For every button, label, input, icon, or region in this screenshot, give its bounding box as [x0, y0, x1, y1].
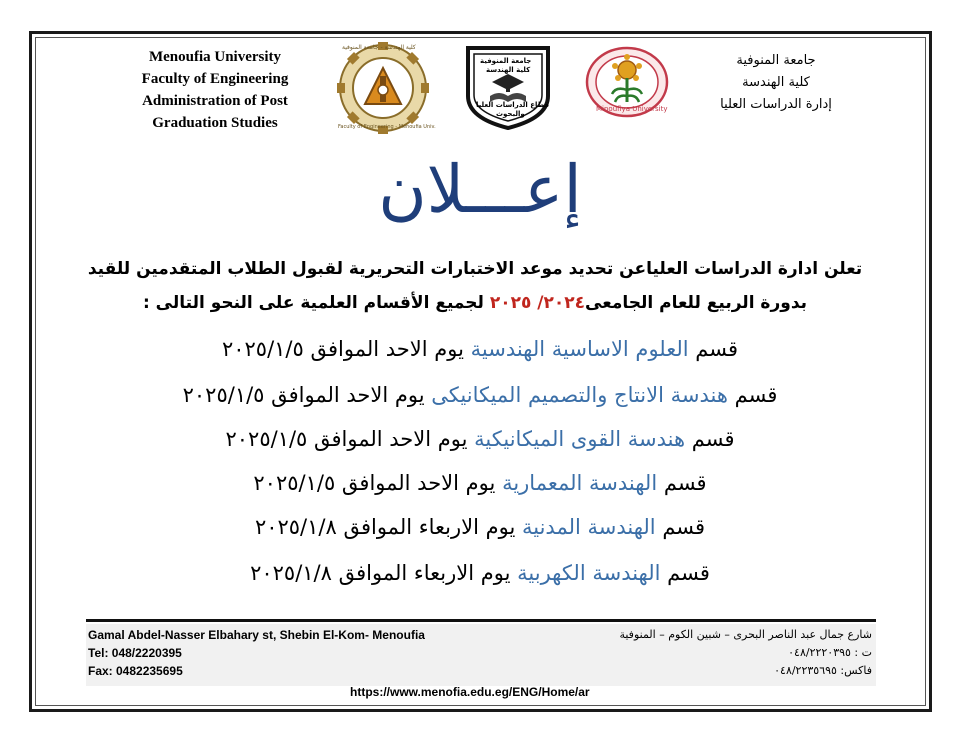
department-name: الهندسة الكهربية: [517, 561, 661, 585]
department-name: الهندسة المعمارية: [502, 471, 658, 495]
administration-name-ar: إدارة الدراسات العليا: [720, 97, 832, 112]
department-line: [90, 334, 870, 364]
fax-ar: فاكس: ٠٤٨/٢٢٣٥٦٩٥: [774, 664, 872, 677]
department-prefix: قسم: [691, 427, 735, 451]
department-line: [90, 380, 870, 410]
academic-year: ٢٠٢٤/ ٢٠٢٥: [489, 293, 586, 313]
footer: [86, 624, 876, 686]
english-header: [120, 46, 310, 134]
engineering-faculty-logo: [330, 42, 436, 134]
department-prefix: قسم: [695, 337, 739, 361]
department-name: هندسة القوى الميكانيكية: [474, 427, 686, 451]
faculty-name-ar: كلية الهندسة: [742, 75, 810, 90]
university-name-ar: جامعة المنوفية: [736, 53, 816, 68]
department-schedule: يوم الاربعاء الموافق ٢٠٢٥/١/٨: [254, 515, 516, 539]
department-prefix: قسم: [734, 383, 778, 407]
menoufia-university-logo: [582, 44, 672, 124]
fax-en: Fax: 0482235695: [88, 664, 183, 678]
department-prefix: قسم: [663, 471, 707, 495]
department-name: الهندسة المدنية: [521, 515, 656, 539]
footer-divider: [86, 619, 876, 622]
announcement-title: إعـــلان: [378, 151, 582, 228]
department-name: هندسة الانتاج والتصميم الميكانيكى: [431, 383, 728, 407]
engineering-logo-arc-top: كلية الهندسة - جامعة المنوفية: [342, 44, 416, 51]
department-schedule: يوم الاحد الموافق ٢٠٢٥/١/٥: [221, 337, 464, 361]
arabic-header: [676, 50, 876, 116]
department-line: [90, 512, 870, 542]
postgrad-name-en: Graduation Studies: [152, 115, 278, 131]
postgrad-logo-bottom2: والبحوث: [496, 110, 525, 118]
engineering-logo-arc-bottom: Faculty of Engineering - Menoufia Univ.: [338, 124, 436, 130]
intro-text: تعلن ادارة الدراسات العلياعن تحديد موعد الاختبارات التحريرية لقبول الطلاب المتقدمين للقيد بدورة الربيع للعام الجامعى: [87, 259, 863, 313]
website-link[interactable]: https://www.menofia.edu.eg/ENG/Home/ar: [350, 685, 590, 699]
intro-text-end: لجميع الأقسام العلمية على النحو التالى :: [142, 293, 484, 313]
administration-name-en: Administration of Post: [142, 93, 288, 109]
postgrad-logo-bottom1: قطاع الدراسات العليا: [476, 101, 550, 109]
university-logo-caption: Minoufiya University: [596, 105, 668, 113]
postgrad-logo-top: جامعة المنوفية: [480, 57, 532, 65]
postgrad-logo-sub: كلية الهندسة: [486, 66, 531, 74]
department-schedule: يوم الاحد الموافق ٢٠٢٥/١/٥: [225, 427, 468, 451]
university-name-en: Menoufia University: [148, 49, 282, 65]
tel-ar: ت : ٠٤٨/٢٢٢٠٣٩٥: [788, 646, 872, 659]
department-line: [90, 468, 870, 498]
department-name: العلوم الاساسية الهندسية: [470, 337, 689, 361]
department-line: [90, 424, 870, 454]
postgrad-sector-logo: [462, 44, 554, 130]
department-prefix: قسم: [662, 515, 706, 539]
department-schedule: يوم الاحد الموافق ٢٠٢٥/١/٥: [253, 471, 496, 495]
department-prefix: قسم: [667, 561, 710, 585]
address-ar: شارع جمال عبد الناصر البحرى – شبين الكوم – المنوفية: [619, 628, 872, 641]
department-schedule: يوم الاربعاء الموافق ٢٠٢٥/١/٨: [250, 561, 511, 585]
faculty-name-en: Faculty of Engineering: [141, 71, 289, 87]
tel-en: Tel: 048/2220395: [88, 646, 182, 660]
announcement-intro: [80, 252, 870, 320]
department-schedule: يوم الاحد الموافق ٢٠٢٥/١/٥: [182, 383, 425, 407]
address-en: Gamal Abdel-Nasser Elbahary st, Shebin El-Kom- Menoufia: [88, 628, 425, 642]
department-line: [90, 558, 870, 588]
